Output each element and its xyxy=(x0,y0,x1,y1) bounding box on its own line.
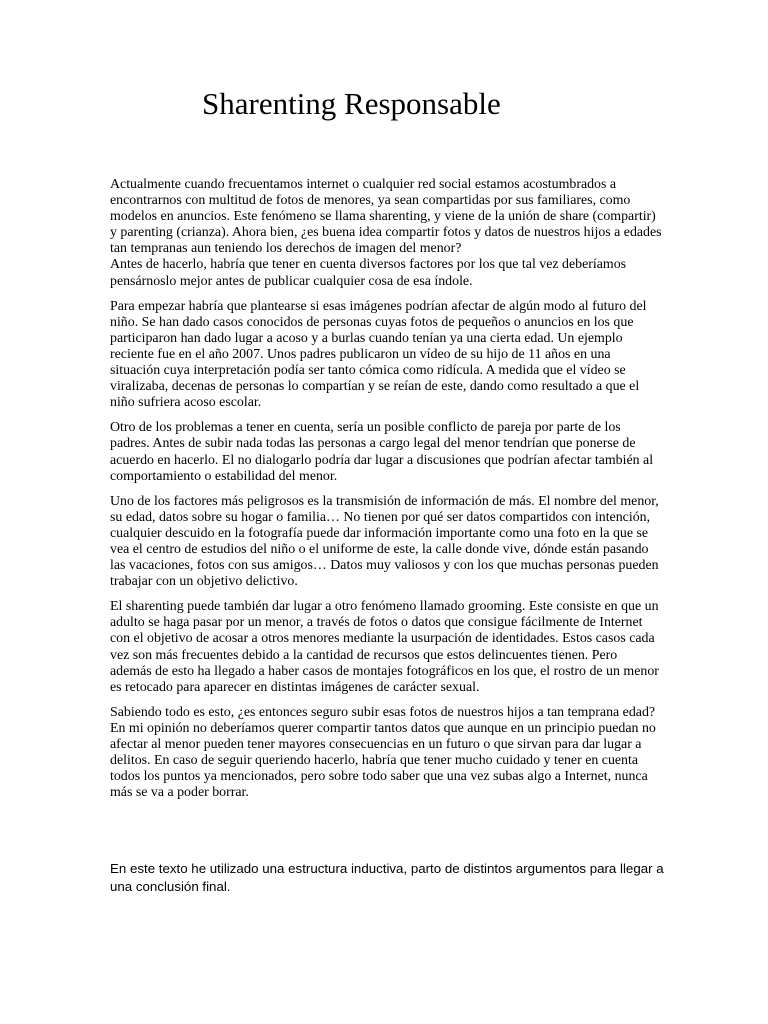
paragraph-parental-conflict: Otro de los problemas a tener en cuenta, sería un posible conflicto de pareja por parte de los padres. Antes de subir nada todas las personas a cargo legal del menor tendrían que ponerse de acuerdo en hacerlo. El no dialogarlo podría dar lugar a discusiones que podrían afectar también al comportamiento o estabilidad del menor. xyxy=(110,420,654,484)
document-body xyxy=(110,177,662,810)
conclusion-note: En este texto he utilizado una estructura inductiva, parto de distintos argumentos para llegar a una conclusión final. xyxy=(110,861,664,894)
paragraph-future-impact: Para empezar habría que plantearse si esas imágenes podrían afectar de algún modo al futuro del niño. Se han dado casos conocidos de personas cuyas fotos de pequeños o anuncios en los que participaron han dado lugar a acoso y a burlas cuando tenían ya una cierta edad. Un ejemplo reciente fue en el año 2007. Unos padres publicaron un vídeo de su hijo de 11 años en una situación cuya interpretación podía ser tanto cómica como ridícula. A medida que el vídeo se viralizaba, decenas de personas lo compartían y se reían de este, dando como resultado a que el niño sufriera acoso escolar. xyxy=(110,298,647,411)
intro-continuation-text: Antes de hacerlo, habría que tener en cuenta diversos factores por los que tal vez deberíamos pensárnoslo mejor antes de publicar cualquier cosa de esa índole. xyxy=(110,257,627,289)
document-title: Sharenting Responsable xyxy=(202,86,501,121)
intro-paragraph xyxy=(110,177,662,290)
paragraph-opinion: Sabiendo todo es esto, ¿es entonces seguro subir esas fotos de nuestros hijos a tan temprana edad? En mi opinión no deberíamos querer compartir tantos datos que aunque en un principio puedan no afectar al menor pueden tener mayores consecuencias en un futuro o que sirvan para dar lugar a delitos. En caso de seguir queriendo hacerlo, habría que tener mucho cuidado y tener en cuenta todos los puntos ya mencionados, pero sobre todo saber que una vez subas algo a Internet, nunca más se va a poder borrar. xyxy=(110,704,656,801)
intro-text: Actualmente cuando frecuentamos internet o cualquier red social estamos acostumbrados a encontrarnos con multitud de fotos de menores, ya sean compartidas por sus familiares, como modelos en anuncios. Este fenómeno se llama sharenting, y viene de la unión de share (compartir) y parenting (crianza). Ahora bien, ¿es buena idea compartir fotos y datos de nuestros hijos a edades tan tempranas aun teniendo los derechos de imagen del menor? xyxy=(110,177,662,257)
paragraph-information-leak: Uno de los factores más peligrosos es la transmisión de información de más. El nombre del menor, su edad, datos sobre su hogar o familia… No tienen por qué ser datos compartidos con intención, cualquier descuido en la fotografía puede dar información importante como una foto en la que se vea el centro de estudios del niño o el uniforme de este, la calle donde vive, dónde están pasando las vacaciones, fotos con sus amigos… Datos muy valiosos y con los que muchas personas pueden trabajar con un objetivo delictivo. xyxy=(110,493,659,590)
paragraph-grooming: El sharenting puede también dar lugar a otro fenómeno llamado grooming. Este consiste en que un adulto se haga pasar por un menor, a través de fotos o datos que consigue fácilmente de Internet con el objetivo de acosar a otros menores mediante la usurpación de identidades. Estos casos cada vez son más frecuentes debido a la cantidad de recursos que estos delincuentes tienen. Pero además de esto ha llegado a haber casos de montajes fotográficos en los que, el rostro de un menor es retocado para aparecer en distintas imágenes de carácter sexual. xyxy=(110,599,659,695)
